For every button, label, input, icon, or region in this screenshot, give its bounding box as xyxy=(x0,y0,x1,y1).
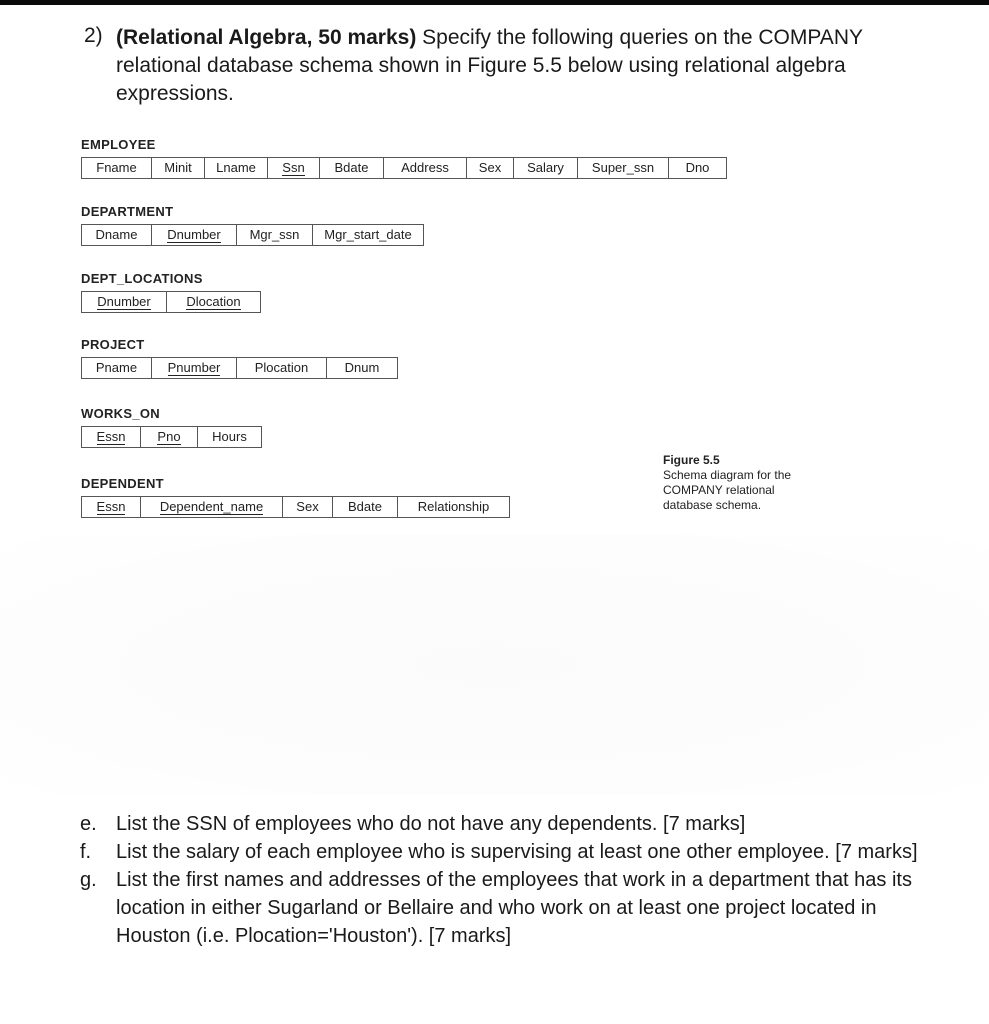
relation-name: PROJECT xyxy=(81,337,145,352)
relation-name: DEPARTMENT xyxy=(81,204,174,219)
attribute-row xyxy=(81,357,398,379)
question-title: (Relational Algebra, 50 marks) xyxy=(116,26,417,49)
attribute: Dno xyxy=(685,160,710,175)
attribute: Dname xyxy=(82,225,152,245)
blank-area xyxy=(0,535,989,795)
relation-name: DEPENDENT xyxy=(81,476,164,491)
relation-works-on xyxy=(81,406,262,448)
attribute: Plocation xyxy=(237,358,327,378)
attribute: Dnum xyxy=(344,360,380,375)
attribute: Lname xyxy=(205,158,268,178)
relation-name: EMPLOYEE xyxy=(81,137,156,152)
attribute: Pname xyxy=(82,358,152,378)
list-item xyxy=(80,810,940,838)
list-item xyxy=(80,866,940,950)
attribute: Address xyxy=(384,158,467,178)
attribute-row xyxy=(81,157,727,179)
attribute: Mgr_start_date xyxy=(324,227,412,242)
attribute: Hours xyxy=(212,429,247,444)
relation-name: DEPT_LOCATIONS xyxy=(81,271,203,286)
relation-project xyxy=(81,337,398,379)
top-border xyxy=(0,0,989,5)
attribute-key: Essn xyxy=(82,427,141,447)
attribute-key: Dnumber xyxy=(82,292,167,312)
attribute: Relationship xyxy=(417,499,490,514)
relation-dept-locations xyxy=(81,271,261,313)
question-number: 2) xyxy=(84,24,103,47)
item-text: List the first names and addresses of the employees that work in a department that has its location in either Sugarland or Bellaire and who work on at least one project located in Houston (i.e. Plocation='Houston'). [7 marks] xyxy=(116,869,912,947)
item-label: f. xyxy=(80,841,92,863)
attribute-key: Dlocation xyxy=(186,294,241,309)
attribute: Super_ssn xyxy=(578,158,669,178)
attribute-key: Essn xyxy=(82,497,141,517)
figure-caption-line: Schema diagram for the xyxy=(663,468,792,482)
attribute-row xyxy=(81,224,424,246)
relation-employee xyxy=(81,137,727,179)
item-text: List the SSN of employees who do not have any dependents. [7 marks] xyxy=(116,813,746,835)
attribute-row xyxy=(81,496,510,518)
list-item xyxy=(80,838,940,866)
question-items xyxy=(80,810,940,950)
relation-name: WORKS_ON xyxy=(81,406,160,421)
attribute: Bdate xyxy=(320,158,384,178)
figure-caption-line: database schema. xyxy=(663,498,762,512)
attribute: Salary xyxy=(514,158,578,178)
attribute-row xyxy=(81,291,261,313)
attribute-key: Dnumber xyxy=(152,225,237,245)
attribute: Bdate xyxy=(333,497,398,517)
attribute-row xyxy=(81,426,262,448)
item-label: e. xyxy=(80,813,97,835)
item-label: g. xyxy=(80,869,97,891)
attribute-key: Dependent_name xyxy=(141,497,283,517)
item-text: List the salary of each employee who is supervising at least one other employee. [7 marks] xyxy=(116,841,918,863)
attribute-key: Pno xyxy=(141,427,198,447)
attribute: Sex xyxy=(283,497,333,517)
figure-title: Figure 5.5 xyxy=(663,453,720,467)
figure-caption-line: COMPANY relational xyxy=(663,483,775,497)
figure-caption xyxy=(663,453,791,513)
attribute: Sex xyxy=(467,158,514,178)
question-text xyxy=(116,24,916,108)
attribute: Fname xyxy=(82,158,152,178)
relation-department xyxy=(81,204,424,246)
attribute-key: Ssn xyxy=(268,158,320,178)
relation-dependent xyxy=(81,476,510,518)
question-body: Specify the following queries on the COMPANY relational database schema shown in Figure 5.5 below using relational algebra expressions. xyxy=(116,26,863,105)
attribute: Minit xyxy=(152,158,205,178)
attribute: Mgr_ssn xyxy=(237,225,313,245)
attribute-key: Pnumber xyxy=(152,358,237,378)
